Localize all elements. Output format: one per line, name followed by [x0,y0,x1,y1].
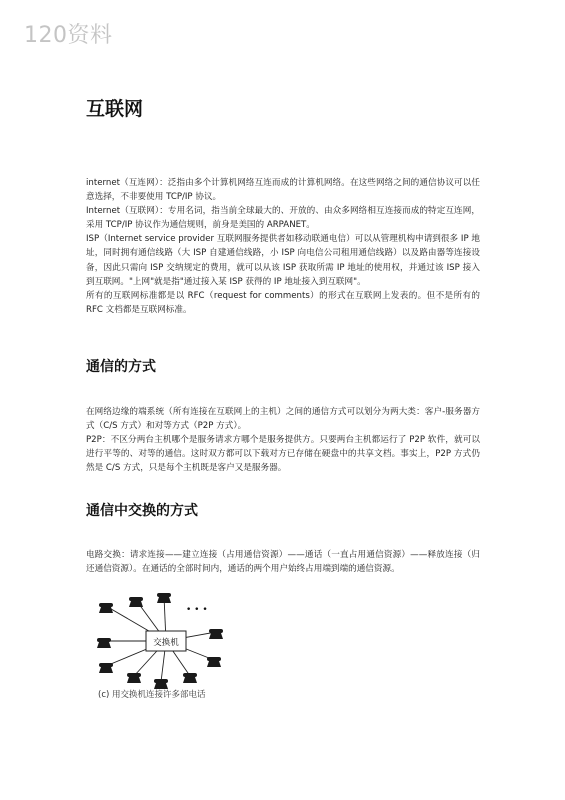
telephone-icon [129,597,143,607]
paragraph: ISP（Internet service provider 互联网服务提供者如移动联通电信）可以从管理机构申请到很多 IP 地址，同时拥有通信线路（大 ISP 自建通信线路，小 ISP 向电信公司租用通信线路）以及路由器等连接设备，因此只需向 ISP 交纳规定的费用，就可以从该 ISP 获取所需 IP 地址的使用权，并通过该 ISP 接入到互联网。"上网"就是指"通过接入某 ISP 获得的 IP 地址接入到互联网"。 [86,234,480,287]
telephone-icon [99,663,113,673]
paragraph: P2P：不区分两台主机哪个是服务请求方哪个是服务提供方。只要两台主机都运行了 P2P 软件，就可以进行平等的、对等的通信。这时双方都可以下载对方已存储在硬盘中的共享文档。事实上，P2P 方式仍然是 C/S 方式，只是每个主机既是客户又是服务器。 [86,435,480,474]
telephone-icon [207,657,221,667]
telephone-icon [183,673,197,683]
section-title-communication: 通信的方式 [86,359,156,375]
telephone-icon [209,629,223,639]
figure-caption: (c) 用交换机连接许多部电话 [98,690,206,700]
section-body-internet [86,176,480,317]
section-title-internet: 互联网 [86,98,144,120]
paragraph: 在网络边缘的端系统（所有连接在互联网上的主机）之间的通信方式可以划分为两大类：客户-服务器方式（C/S 方式）和对等方式（P2P 方式）。 [86,407,480,432]
paragraph: 电路交换：请求连接——建立连接（占用通信资源）——通话（一直占用通信资源）——释放连接（归还通信资源）。在通话的全部时间内，通话的两个用户始终占用端到端的通信资源。 [86,550,480,575]
telephone-icon [127,673,141,683]
watermark-text: 120资料 [24,23,113,48]
switch-label: 交换机 [153,638,179,648]
paragraph: Internet（互联网）：专用名词，指当前全球最大的、开放的、由众多网络相互连接而成的特定互连网，采用 TCP/IP 协议作为通信规则，前身是美国的 ARPANET。 [86,206,480,231]
paragraph: internet（互连网）：泛指由多个计算机网络互连而成的计算机网络。在这些网络之间的通信协议可以任意选择，不非要使用 TCP/IP 协议。 [86,178,480,203]
section-title-switching: 通信中交换的方式 [86,503,198,519]
paragraph: 所有的互联网标准都是以 RFC（request for comments）的形式在互联网上发表的。但不是所有的 RFC 文档都是互联网标准。 [86,290,480,315]
telephone-icon [99,603,113,613]
ellipsis-dots: • • • [186,605,208,615]
telephone-icon [97,638,111,648]
telephone-icon [157,593,171,603]
section-body-communication [86,405,480,475]
switch-telephone-figure [86,586,286,696]
section-body-switching [86,548,480,576]
